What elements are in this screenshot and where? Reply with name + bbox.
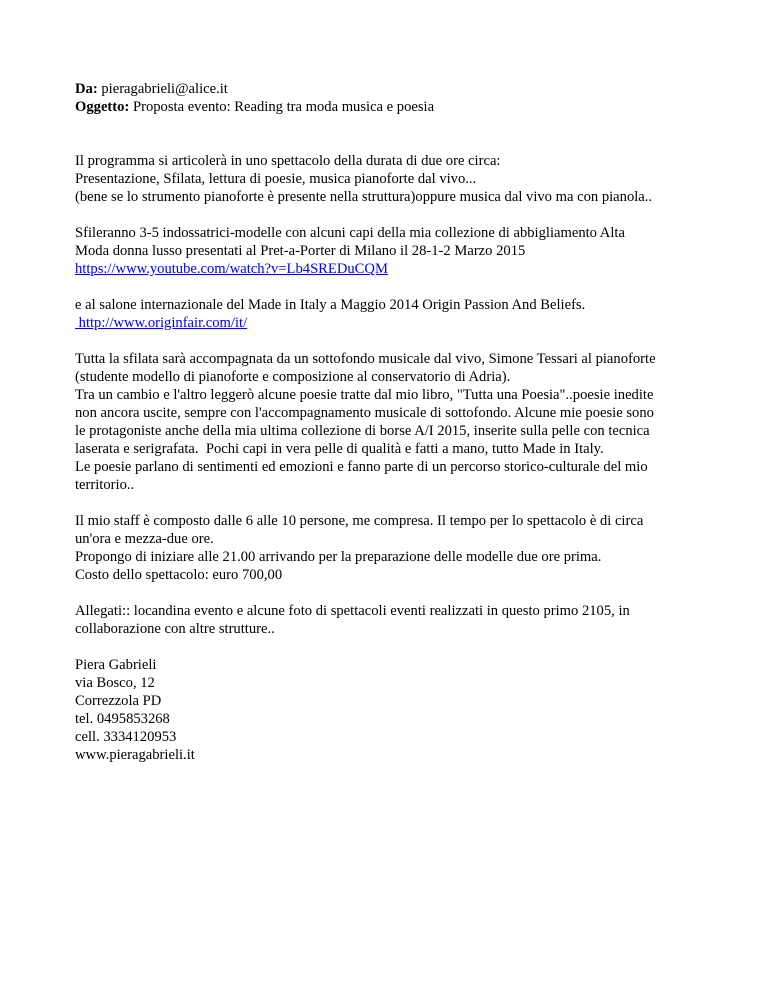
subject-row (75, 98, 715, 116)
signature-name: Piera Gabrieli (75, 657, 157, 673)
signature-city: Correzzola PD (75, 693, 162, 709)
text-line: Costo dello spettacolo: euro 700,00 (75, 567, 283, 583)
email-document (75, 80, 715, 764)
subject-label: Oggetto: (75, 99, 130, 115)
text-line: territorio.. (75, 477, 135, 493)
link-line (75, 314, 715, 332)
text-line: Il mio staff è composto dalle 6 alle 10 persone, me compresa. Il tempo per lo spettacolo è di circa (75, 513, 644, 529)
text-line: Propongo di iniziare alle 21.00 arrivando per la preparazione delle modelle due ore prima. (75, 549, 602, 565)
signature-block (75, 656, 715, 764)
text-line: laserata e serigrafata. Pochi capi in vera pelle di qualità e fatti a mano, tutto Made in Italy. (75, 441, 604, 457)
text-line: le protagoniste anche della mia ultima collezione di borse A/I 2015, inserite sulla pelle con tecnica (75, 423, 650, 439)
from-value: pieragabrieli@alice.it (101, 81, 228, 97)
text-line: Tutta la sfilata sarà accompagnata da un sottofondo musicale dal vivo, Simone Tessari al pianoforte (75, 351, 656, 367)
text-line: Allegati:: locandina evento e alcune foto di spettacoli eventi realizzati in questo primo 2105, in (75, 603, 630, 619)
originfair-link[interactable]: http://www.originfair.com/it/ (75, 315, 248, 331)
text-line: un'ora e mezza-due ore. (75, 531, 214, 547)
text-line: Presentazione, Sfilata, lettura di poesie, musica pianoforte dal vivo... (75, 171, 477, 187)
text-line: collaborazione con altre strutture.. (75, 621, 275, 637)
signature-phone: tel. 0495853268 (75, 711, 170, 727)
text-line: Sfileranno 3-5 indossatrici-modelle con alcuni capi della mia collezione di abbigliamento Alta (75, 225, 625, 241)
text-line: Il programma si articolerà in uno spettacolo della durata di due ore circa: (75, 153, 501, 169)
signature-website: www.pieragabrieli.it (75, 747, 195, 763)
subject-value: Proposta evento: Reading tra moda musica e poesia (132, 99, 435, 115)
text-line: Le poesie parlano di sentimenti ed emozioni e fanno parte di un percorso storico-culturale del mio (75, 459, 648, 475)
text-line: e al salone internazionale del Made in Italy a Maggio 2014 Origin Passion And Beliefs. (75, 297, 586, 313)
text-line: non ancora uscite, sempre con l'accompagnamento musicale di sottofondo. Alcune mie poesie sono (75, 405, 654, 421)
paragraph-attachments (75, 602, 715, 638)
text-line: Moda donna lusso presentati al Pret-a-Porter di Milano il 28-1-2 Marzo 2015 (75, 243, 526, 259)
signature-address: via Bosco, 12 (75, 675, 155, 691)
paragraph-fashion-show (75, 224, 715, 278)
text-line: (bene se lo strumento pianoforte è presente nella struttura)oppure musica dal vivo ma con pianola.. (75, 189, 653, 205)
youtube-link[interactable]: https://www.youtube.com/watch?v=Lb4SREDuCQM (75, 261, 388, 277)
signature-mobile: cell. 3334120953 (75, 729, 177, 745)
text-line: Tra un cambio e l'altro leggerò alcune poesie tratte dal mio libro, "Tutta una Poesia"..poesie inedite (75, 387, 654, 403)
paragraph-staff (75, 512, 715, 584)
from-label: Da: (75, 81, 98, 97)
paragraph-music (75, 350, 715, 494)
text-line: (studente modello di pianoforte e composizione al conservatorio di Adria). (75, 369, 511, 385)
paragraph-program (75, 152, 715, 206)
paragraph-salone (75, 296, 715, 332)
from-row (75, 80, 715, 98)
